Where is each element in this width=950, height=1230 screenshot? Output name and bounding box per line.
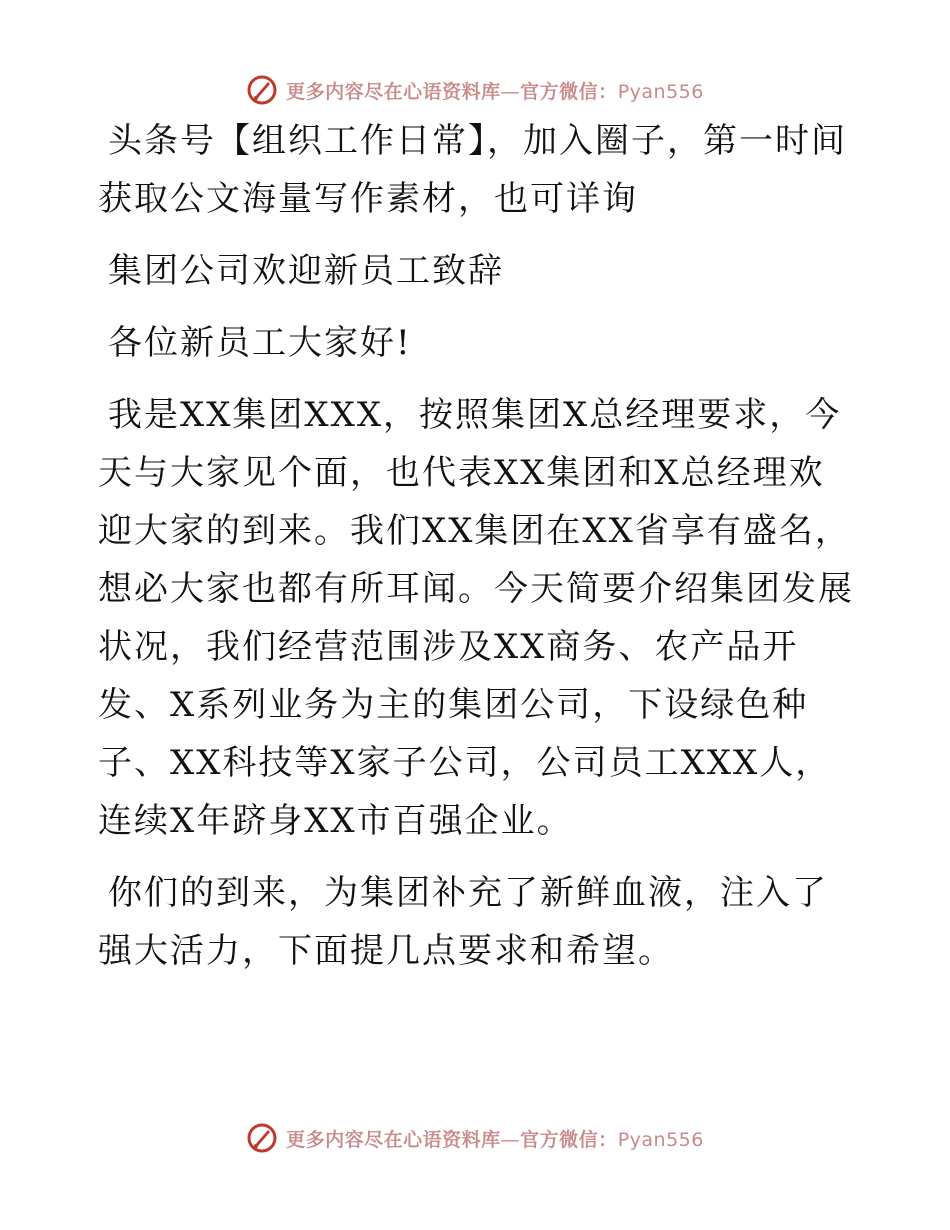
document-body (98, 112, 860, 980)
company-intro-paragraph: 我是XX集团XXX，按照集团X总经理要求，今天与大家见个面，也代表XX集团和X总经理欢迎大家的到来。我们XX集团在XX省享有盛名，想必大家也都有所耳闻。今天简要介绍集团发展状况，我们经营范围涉及XX商务、农产品开发、X系列业务为主的集团公司，下设绿色种子、XX科技等X家子公司，公司员工XXX人，连续X年跻身XX市百强企业。 (98, 395, 854, 841)
greeting-paragraph: 各位新员工大家好! (108, 323, 412, 363)
closing-paragraph: 你们的到来，为集团补充了新鲜血液，注入了强大活力，下面提几点要求和希望。 (98, 873, 828, 971)
quill-logo-icon (246, 74, 278, 106)
watermark-text: 更多内容尽在心语资料库—官方微信：Pyan556 (286, 1128, 704, 1151)
header-watermark (0, 70, 950, 110)
footer-watermark (0, 1118, 950, 1158)
watermark-text: 更多内容尽在心语资料库—官方微信：Pyan556 (286, 80, 704, 103)
quill-logo-icon (246, 1122, 278, 1154)
intro-paragraph: 头条号【组织工作日常】，加入圈子，第一时间获取公文海量写作素材，也可详询 (98, 121, 847, 219)
document-title: 集团公司欢迎新员工致辞 (108, 251, 504, 291)
